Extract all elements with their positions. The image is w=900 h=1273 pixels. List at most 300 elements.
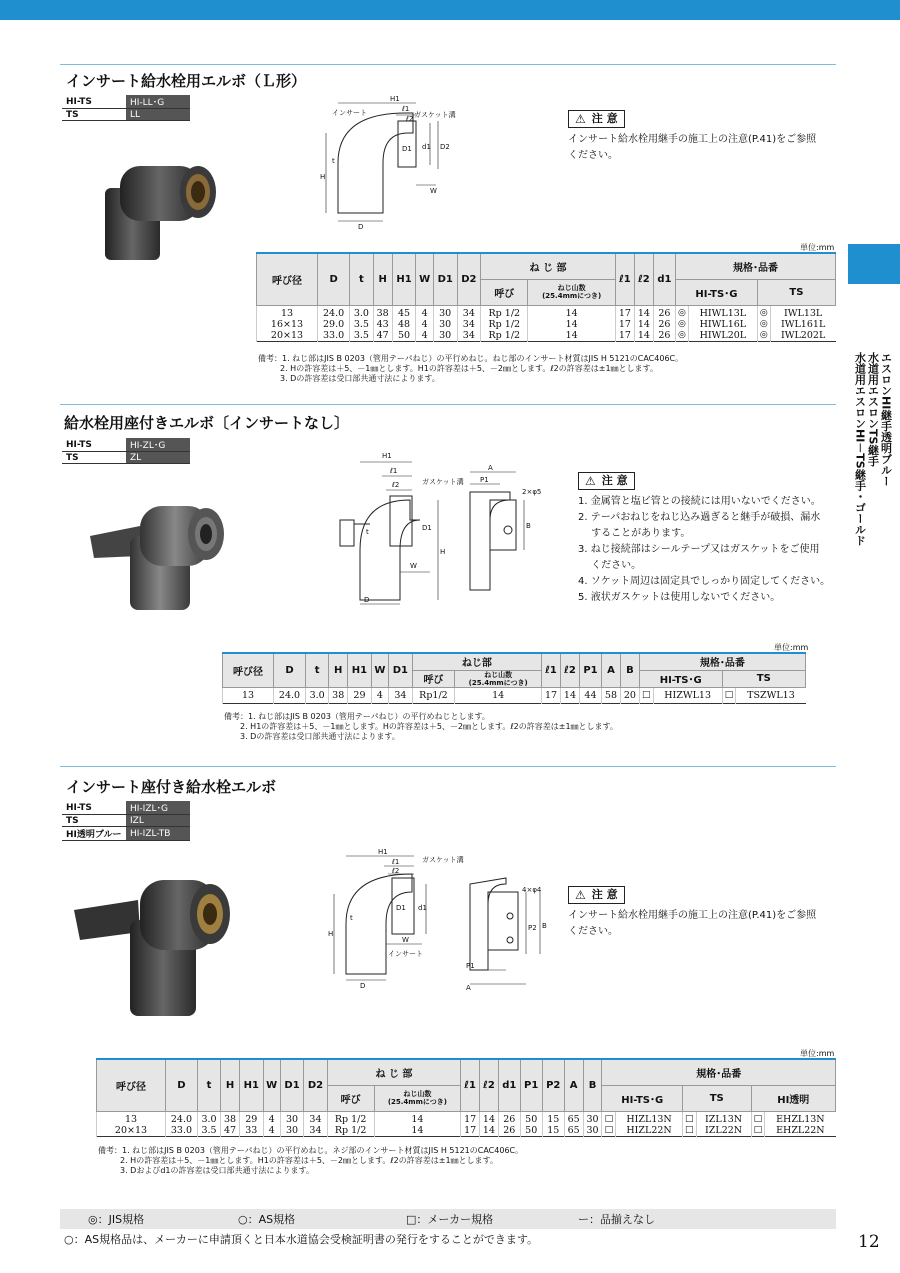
- table-cell: Rp 1/2: [481, 319, 528, 330]
- col-header: 規格･品番: [639, 653, 805, 670]
- table-cell: 29: [348, 687, 372, 703]
- table-cell: 34: [457, 319, 481, 330]
- legend-item: □：メーカー規格: [406, 1213, 494, 1226]
- code-key: HI透明ブルー: [62, 827, 126, 841]
- table-cell: 17: [615, 319, 634, 330]
- code-value: ZL: [126, 452, 190, 464]
- table-cell: □: [751, 1125, 765, 1137]
- table-cell: 26: [498, 1125, 520, 1137]
- col-header: H1: [239, 1059, 263, 1111]
- col-header: A: [602, 653, 621, 687]
- col-header: HI-TS･G: [602, 1085, 682, 1111]
- col-header: B: [583, 1059, 602, 1111]
- table-cell: 14: [480, 1125, 499, 1137]
- col-header-sub: (25.4mmにつき): [387, 1098, 447, 1106]
- col-header: ね じ 部: [481, 253, 616, 279]
- col-header: ℓ1: [461, 1059, 480, 1111]
- col-header: ℓ2: [561, 653, 580, 687]
- note-line: 3. Dの許容差は受口部共通寸法によります。: [240, 732, 400, 741]
- diagram-label: t: [350, 914, 353, 922]
- diagram-label: D1: [422, 524, 432, 532]
- table-cell: ◎: [675, 330, 688, 342]
- code-key: TS: [62, 815, 126, 827]
- table-cell: 45: [392, 305, 416, 319]
- table-cell: 33: [239, 1125, 263, 1137]
- table-cell: 30: [280, 1125, 303, 1137]
- legend-item: ◎：JIS規格: [88, 1213, 145, 1226]
- diagram-label: ℓ1: [392, 858, 400, 866]
- note-line: 備考：1. ねじ部はJIS B 0203（管用テーパねじ）の平行めねじ。ネジ部のインサート材質はJIS H 5121のCAC406C。: [98, 1146, 524, 1155]
- diagram-label: ℓ2: [392, 481, 400, 489]
- diagram-label: P1: [466, 962, 475, 970]
- diagram-label: 4×φ4: [522, 886, 542, 894]
- warning-icon: ⚠: [585, 474, 596, 488]
- table-cell: 34: [304, 1125, 327, 1137]
- col-header: 呼び径: [223, 653, 274, 687]
- table-cell: ◎: [757, 330, 770, 342]
- caution-title: 注 意: [601, 474, 628, 487]
- table-cell: IWL202L: [770, 330, 835, 342]
- table-cell: 33.0: [166, 1125, 198, 1137]
- section-title: 給水栓用座付きエルボ〔インサートなし〕: [64, 414, 350, 432]
- caution-box: [568, 110, 816, 164]
- legend-item: ○：AS規格: [238, 1213, 296, 1226]
- code-value: LL: [126, 109, 190, 121]
- diagram-label: ℓ2: [406, 115, 414, 123]
- diagram-label: H1: [378, 848, 388, 856]
- warning-icon: ⚠: [575, 112, 586, 126]
- section-rule: [60, 404, 836, 405]
- notes: [98, 1146, 523, 1176]
- diagram-label: P1: [480, 476, 489, 484]
- section-rule: [60, 64, 836, 65]
- table-cell: 4: [263, 1125, 280, 1137]
- table-cell: 14: [374, 1111, 461, 1125]
- table-cell: Rp 1/2: [327, 1125, 374, 1137]
- table-cell: 3.0: [350, 305, 373, 319]
- spec-table: [96, 1058, 836, 1137]
- table-cell: □: [722, 687, 736, 703]
- table-cell: 50: [520, 1125, 542, 1137]
- diagram-label: t: [366, 528, 369, 536]
- diagram-label: インサート: [332, 109, 367, 117]
- col-header: P2: [542, 1059, 564, 1111]
- col-header: [528, 279, 615, 305]
- col-header-sub: (25.4mmにつき): [468, 678, 528, 687]
- note-line: 備考：1. ねじ部はJIS B 0203（管用テーパねじ）の平行めねじとします。: [224, 712, 490, 721]
- table-cell: 34: [389, 687, 412, 703]
- table-cell: 24.0: [318, 305, 350, 319]
- table-cell: 65: [564, 1111, 583, 1125]
- caution-line: することがあります。: [578, 528, 691, 539]
- table-cell: 14: [634, 330, 653, 342]
- caution-title: 注 意: [591, 888, 618, 901]
- table-cell: IZL22N: [696, 1125, 751, 1137]
- table-cell: 14: [634, 305, 653, 319]
- table-cell: 43: [373, 319, 392, 330]
- col-header: A: [564, 1059, 583, 1111]
- diagram-label: B: [542, 922, 547, 930]
- table-cell: ◎: [757, 305, 770, 319]
- diagram-label: H1: [382, 452, 392, 460]
- caution-line: 2. テーパおねじをねじ込み過ぎると継手が破損、漏水: [578, 512, 821, 523]
- col-header-main: ねじ山数: [557, 284, 586, 292]
- table-cell: 26: [498, 1111, 520, 1125]
- table-cell: 38: [373, 305, 392, 319]
- caution-line: 4. ソケット周辺は固定具でしっかり固定してください。: [578, 576, 831, 587]
- note-line: 備考：1. ねじ部はJIS B 0203（管用テーパねじ）の平行めねじ。ねじ部のインサート材質はJIS H 5121のCAC406C。: [258, 354, 684, 363]
- col-header: D2: [304, 1059, 327, 1111]
- col-header: 呼び径: [257, 253, 318, 305]
- table-cell: 4: [416, 319, 433, 330]
- table-cell: 14: [528, 305, 615, 319]
- table-cell: 4: [371, 687, 388, 703]
- product-code-table: [62, 95, 190, 121]
- code-value: HI-ZL･G: [126, 438, 190, 452]
- table-cell: TSZWL13: [736, 687, 806, 703]
- table-row: [257, 330, 836, 342]
- product-photo-seat-elbow: [80, 496, 230, 614]
- table-cell: 3.5: [350, 330, 373, 342]
- caution-line: 3. ねじ接続部はシールテープ又はガスケットをご使用: [578, 544, 820, 555]
- table-cell: 15: [542, 1125, 564, 1137]
- table-cell: 24.0: [166, 1111, 198, 1125]
- diagram-label: ガスケット溝: [414, 111, 456, 119]
- diagram-label: インサート: [388, 950, 423, 958]
- col-header: TS: [757, 279, 835, 305]
- table-cell: 3.5: [197, 1125, 220, 1137]
- col-header: W: [371, 653, 388, 687]
- diagram-label: P2: [528, 924, 537, 932]
- col-header: D: [166, 1059, 198, 1111]
- table-cell: 33.0: [318, 330, 350, 342]
- table-cell: 17: [461, 1111, 480, 1125]
- dimension-drawing: [318, 93, 458, 233]
- table-cell: 3.0: [197, 1111, 220, 1125]
- table-cell: Rp 1/2: [481, 305, 528, 319]
- table-cell: EHZL22N: [765, 1125, 836, 1137]
- table-cell: 14: [480, 1111, 499, 1125]
- table-cell: 17: [461, 1125, 480, 1137]
- table-cell: □: [602, 1111, 616, 1125]
- table-row: [223, 687, 806, 703]
- diagram-label: D: [358, 223, 364, 231]
- col-header-sub: (25.4mmにつき): [542, 292, 602, 300]
- col-header: H: [221, 1059, 240, 1111]
- col-header: [455, 670, 542, 687]
- diagram-label: D1: [396, 904, 406, 912]
- table-row: [257, 319, 836, 330]
- col-header: ℓ2: [480, 1059, 499, 1111]
- col-header: W: [416, 253, 433, 305]
- code-value: HI-IZL･G: [126, 801, 190, 815]
- table-cell: HIZL22N: [616, 1125, 683, 1137]
- table-cell: HIZL13N: [616, 1111, 683, 1125]
- table-cell: 15: [542, 1111, 564, 1125]
- caution-line: インサート給水栓用継手の施工上の注意(P.41)をご参照: [568, 134, 817, 145]
- col-header: t: [306, 653, 329, 687]
- caution-box: [568, 886, 816, 940]
- product-code-table: [62, 438, 190, 464]
- notes: [224, 712, 618, 742]
- col-header: HI-TS･G: [675, 279, 757, 305]
- col-header: d1: [653, 253, 675, 305]
- col-header: ねじ部: [412, 653, 542, 670]
- col-header: t: [350, 253, 373, 305]
- product-code-table: [62, 801, 190, 841]
- table-cell: 34: [304, 1111, 327, 1125]
- note-line: 3. Dの許容差は受口部共通寸法によります。: [280, 374, 440, 383]
- table-cell: 65: [564, 1125, 583, 1137]
- table-cell: 17: [615, 330, 634, 342]
- diagram-label: ガスケット溝: [422, 856, 464, 864]
- code-key: TS: [62, 452, 126, 464]
- table-cell: 58: [602, 687, 621, 703]
- table-cell: IZL13N: [696, 1111, 751, 1125]
- table-cell: Rp 1/2: [481, 330, 528, 342]
- unit-label: 単位:mm: [800, 1049, 835, 1058]
- table-cell: 13: [223, 687, 274, 703]
- side-label-3: 水道用エスロンHI－TS継手・ゴールド: [853, 352, 867, 546]
- footnote: ○：AS規格品は、メーカーに申請頂くと日本水道協会受検証明書の発行をすることができます。: [64, 1233, 539, 1246]
- col-header: HI-TS･G: [639, 670, 722, 687]
- note-line: 3. Dおよびd1の許容差は受口部共通寸法によります。: [120, 1166, 314, 1175]
- col-header: 呼び: [481, 279, 528, 305]
- col-header: D: [318, 253, 350, 305]
- table-cell: 14: [561, 687, 580, 703]
- table-cell: 38: [221, 1111, 240, 1125]
- table-cell: EHZL13N: [765, 1111, 836, 1125]
- diagram-label: W: [410, 562, 417, 570]
- table-cell: 44: [579, 687, 601, 703]
- diagram-label: D2: [440, 143, 450, 151]
- table-row: [97, 1111, 836, 1125]
- legend-bar: [60, 1209, 836, 1229]
- caution-badge: [578, 472, 635, 490]
- table-cell: □: [639, 687, 653, 703]
- product-photo-insert-seat-elbow: [70, 870, 230, 1020]
- table-cell: ◎: [675, 305, 688, 319]
- col-header: D: [274, 653, 306, 687]
- table-cell: 16×13: [257, 319, 318, 330]
- diagram-label: B: [526, 522, 531, 530]
- table-cell: 47: [221, 1125, 240, 1137]
- unit-label: 単位:mm: [800, 243, 835, 252]
- table-cell: ◎: [675, 319, 688, 330]
- side-label-2: 水道用エスロンTS継手: [866, 352, 880, 467]
- table-cell: 14: [528, 319, 615, 330]
- col-header: B: [620, 653, 639, 687]
- spec-table: [222, 652, 806, 704]
- unit-label: 単位:mm: [774, 643, 809, 652]
- legend-item: ー：品揃えなし: [578, 1213, 655, 1226]
- col-header: 呼び: [327, 1085, 374, 1111]
- product-photo-elbow-l: [100, 148, 230, 263]
- table-cell: 47: [373, 330, 392, 342]
- table-cell: 34: [457, 305, 481, 319]
- table-cell: 14: [455, 687, 542, 703]
- table-cell: 14: [374, 1125, 461, 1137]
- note-line: 2. Hの許容差は＋5、－1㎜とします。H1の許容差は＋5、－2㎜とします。ℓ2の許容差は±1㎜とします。: [280, 364, 658, 373]
- table-cell: 20×13: [257, 330, 318, 342]
- table-cell: 3.5: [350, 319, 373, 330]
- table-cell: Rp1/2: [412, 687, 455, 703]
- diagram-label: ガスケット溝: [422, 478, 464, 486]
- code-value: IZL: [126, 815, 190, 827]
- table-cell: 30: [583, 1111, 602, 1125]
- table-cell: 48: [392, 319, 416, 330]
- col-header: TS: [722, 670, 805, 687]
- table-cell: 30: [433, 319, 457, 330]
- table-cell: ◎: [757, 319, 770, 330]
- col-header: ℓ2: [634, 253, 653, 305]
- top-color-bar: [0, 0, 900, 20]
- table-cell: 14: [528, 330, 615, 342]
- side-index-tab: [848, 244, 900, 284]
- caution-badge: [568, 886, 625, 904]
- col-header: t: [197, 1059, 220, 1111]
- table-cell: 26: [653, 330, 675, 342]
- col-header: 呼び径: [97, 1059, 166, 1111]
- table-cell: 13: [257, 305, 318, 319]
- table-cell: 34: [457, 330, 481, 342]
- table-cell: 26: [653, 319, 675, 330]
- col-header: d1: [498, 1059, 520, 1111]
- diagram-label: 2×φ5: [522, 488, 542, 496]
- code-key: TS: [62, 109, 126, 121]
- col-header: P1: [579, 653, 601, 687]
- caution-line: 1. 金属管と塩ビ管との接続には用いないでください。: [578, 496, 821, 507]
- caution-line: ください。: [568, 926, 618, 937]
- section-rule: [60, 766, 836, 767]
- table-cell: Rp 1/2: [327, 1111, 374, 1125]
- col-header: D1: [280, 1059, 303, 1111]
- code-value: HI-LL･G: [126, 95, 190, 109]
- table-cell: HIWL16L: [688, 319, 757, 330]
- table-cell: 30: [433, 305, 457, 319]
- notes: [258, 354, 683, 384]
- col-header: 規格･品番: [675, 253, 835, 279]
- col-header: HI透明: [751, 1085, 835, 1111]
- table-cell: IWL161L: [770, 319, 835, 330]
- diagram-label: H: [320, 173, 326, 181]
- col-header: ね じ 部: [327, 1059, 461, 1085]
- diagram-label: t: [332, 157, 335, 165]
- caution-box: [578, 472, 830, 606]
- section-title: インサート給水栓用エルボ（Ｌ形）: [66, 72, 307, 90]
- code-value: HI-IZL-TB: [126, 827, 190, 841]
- diagram-label: d1: [422, 143, 431, 151]
- diagram-label: D: [364, 596, 370, 604]
- table-cell: □: [682, 1125, 696, 1137]
- col-header: W: [263, 1059, 280, 1111]
- table-cell: 38: [329, 687, 348, 703]
- table-cell: 4: [263, 1111, 280, 1125]
- col-header-main: ねじ山数: [403, 1090, 432, 1098]
- col-header: H: [373, 253, 392, 305]
- table-cell: HIWL13L: [688, 305, 757, 319]
- col-header: D1: [389, 653, 412, 687]
- diagram-label: ℓ1: [390, 467, 398, 475]
- table-cell: 3.0: [306, 687, 329, 703]
- table-cell: 17: [615, 305, 634, 319]
- table-cell: HIZWL13: [653, 687, 722, 703]
- dimension-drawing: [330, 440, 560, 608]
- table-row: [97, 1125, 836, 1137]
- col-header: 呼び: [412, 670, 455, 687]
- table-cell: 4: [416, 305, 433, 319]
- table-row: [257, 305, 836, 319]
- table-cell: 24.0: [274, 687, 306, 703]
- table-cell: □: [682, 1111, 696, 1125]
- caution-line: ください。: [578, 560, 642, 571]
- warning-icon: ⚠: [575, 888, 586, 902]
- section-title: インサート座付き給水栓エルボ: [66, 778, 277, 796]
- col-header-main: ねじ山数: [484, 670, 513, 679]
- table-cell: 4: [416, 330, 433, 342]
- table-cell: HIWL20L: [688, 330, 757, 342]
- diagram-label: H: [328, 930, 334, 938]
- caution-badge: [568, 110, 625, 128]
- diagram-label: A: [466, 984, 471, 992]
- table-cell: 30: [433, 330, 457, 342]
- table-cell: 20×13: [97, 1125, 166, 1137]
- table-cell: 20: [620, 687, 639, 703]
- spec-table: [256, 252, 836, 342]
- col-header: D2: [457, 253, 481, 305]
- table-cell: IWL13L: [770, 305, 835, 319]
- table-cell: 29.0: [318, 319, 350, 330]
- diagram-label: d1: [418, 904, 427, 912]
- diagram-label: ℓ1: [402, 105, 410, 113]
- table-cell: 30: [583, 1125, 602, 1137]
- table-cell: □: [602, 1125, 616, 1137]
- col-header: H1: [392, 253, 416, 305]
- col-header: H: [329, 653, 348, 687]
- col-header: TS: [682, 1085, 751, 1111]
- diagram-label: H: [440, 548, 446, 556]
- diagram-label: D: [360, 982, 366, 990]
- col-header: P1: [520, 1059, 542, 1111]
- table-cell: □: [751, 1111, 765, 1125]
- caution-line: 5. 液状ガスケットは使用しないでください。: [578, 592, 781, 603]
- table-cell: 50: [392, 330, 416, 342]
- code-key: HI-TS: [62, 438, 126, 452]
- caution-line: ください。: [568, 150, 618, 161]
- page-number: 12: [858, 1232, 880, 1252]
- caution-line: インサート給水栓用継手の施工上の注意(P.41)をご参照: [568, 910, 817, 921]
- table-cell: 26: [653, 305, 675, 319]
- diagram-label: A: [488, 464, 493, 472]
- diagram-label: W: [402, 936, 409, 944]
- side-index-labels: [846, 352, 900, 592]
- table-cell: 29: [239, 1111, 263, 1125]
- diagram-label: D1: [402, 145, 412, 153]
- dimension-drawing: [326, 844, 556, 992]
- diagram-label: H1: [390, 95, 400, 103]
- note-line: 2. Hの許容差は＋5、－1㎜とします。H1の許容差は＋5、－2㎜とします。ℓ2の許容差は±1㎜とします。: [120, 1156, 498, 1165]
- diagram-label: ℓ2: [392, 867, 400, 875]
- col-header: H1: [348, 653, 372, 687]
- caution-title: 注 意: [591, 112, 618, 125]
- side-label-1: エスロンHI継手透明ブルー: [879, 352, 893, 487]
- col-header: D1: [433, 253, 457, 305]
- col-header: ℓ1: [542, 653, 561, 687]
- table-cell: 14: [634, 319, 653, 330]
- code-key: HI-TS: [62, 801, 126, 815]
- table-cell: 50: [520, 1111, 542, 1125]
- note-line: 2. H1の許容差は＋5、－1㎜とします。Hの許容差は＋5、－2㎜とします。ℓ2の許容差は±1㎜とします。: [240, 722, 618, 731]
